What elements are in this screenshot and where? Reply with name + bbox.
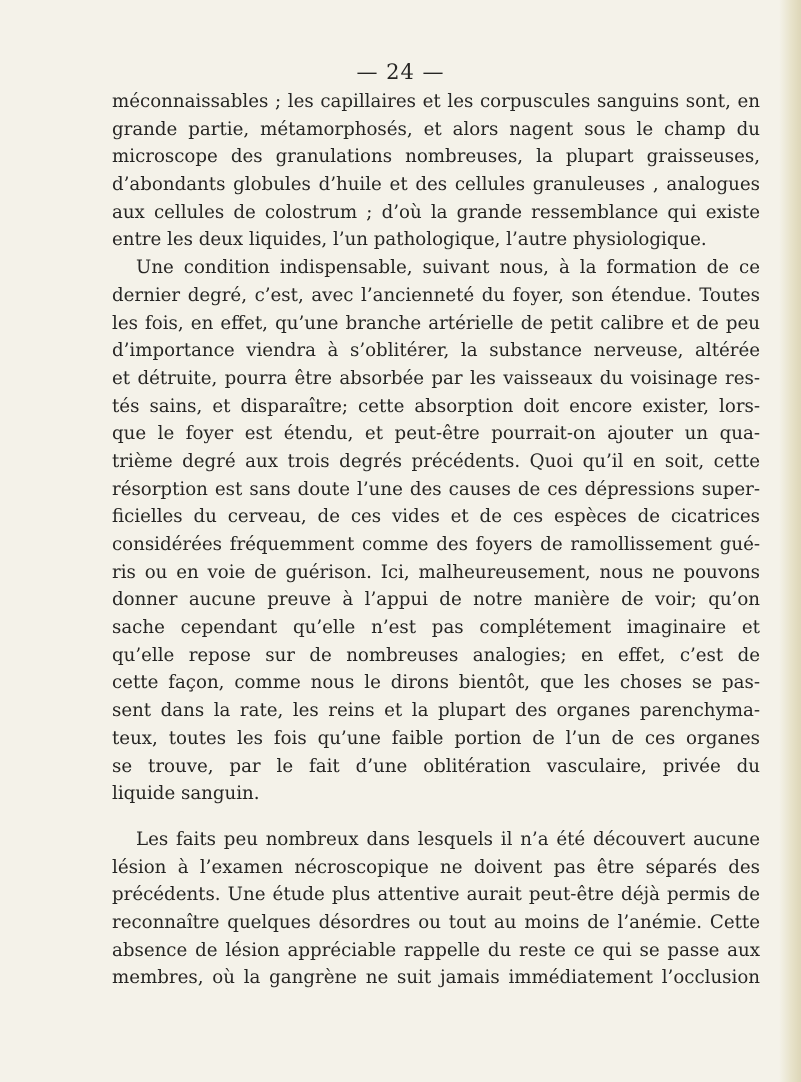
text-line: ficielles du cerveau, de ces vides et de ces espèces de cicatrices (112, 506, 760, 528)
text-line: ris ou en voie de guérison. Ici, malheureusement, nous ne pouvons (112, 561, 760, 583)
text-line: tés sains, et disparaître; cette absorption doit encore exister, lors- (112, 395, 760, 417)
text-line: d’importance viendra à s’oblitérer, la substance nerveuse, altérée (112, 340, 760, 362)
paragraph-3 (112, 826, 760, 992)
text-line: d’abondants globules d’huile et des cellules granuleuses , analogues (112, 174, 760, 196)
text-line: sache cependant qu’elle n’est pas complétement imaginaire et (112, 617, 760, 639)
text-line: Les faits peu nombreux dans lesquels il n’a été découvert aucune (136, 828, 760, 850)
body-text (112, 88, 760, 992)
text-line: aux cellules de colostrum ; d’où la grande ressemblance qui existe (112, 201, 760, 223)
paragraph-2 (112, 254, 760, 808)
text-line: reconnaître quelques désordres ou tout au moins de l’anémie. Cette (112, 911, 760, 933)
text-line: méconnaissables ; les capillaires et les corpuscules sanguins sont, en (112, 91, 760, 112)
text-line: donner aucune preuve à l’appui de notre manière de voir; qu’on (112, 589, 760, 611)
text-line: Une condition indispensable, suivant nous, à la formation de ce (136, 257, 760, 279)
paragraph-spacer (112, 808, 760, 826)
text-line: sent dans la rate, les reins et la plupart des organes parenchyma- (112, 700, 760, 722)
text-line: cette façon, comme nous le dirons bientôt, que les choses se pas- (112, 672, 760, 694)
page-number: — 24 — (356, 60, 445, 84)
text-line: membres, où la gangrène ne suit jamais immédiatement l’occlusion (112, 967, 760, 989)
text-line: absence de lésion appréciable rappelle du reste ce qui se passe aux (112, 939, 760, 961)
text-line: précédents. Une étude plus attentive aurait peut-être déjà permis de (112, 884, 760, 906)
text-line: teux, toutes les fois qu’une faible portion de l’un de ces organes (112, 727, 760, 749)
text-line: entre les deux liquides, l’un pathologique, l’autre physiologique. (112, 229, 707, 251)
text-line: lésion à l’examen nécroscopique ne doivent pas être séparés des (112, 856, 760, 878)
text-line: considérées fréquemment comme des foyers de ramollissement gué- (112, 534, 760, 555)
text-line: les fois, en effet, qu’une branche artérielle de petit calibre et de peu (112, 312, 760, 334)
text-line: trième degré aux trois degrés précédents. Quoi qu’il en soit, cette (112, 450, 760, 472)
text-line: grande partie, métamorphosés, et alors nagent sous le champ du (112, 118, 760, 140)
text-line: que le foyer est étendu, et peut-être pourrait-on ajouter un qua- (112, 423, 760, 445)
text-line: et détruite, pourra être absorbée par les vaisseaux du voisinage res- (112, 367, 760, 389)
text-line: liquide sanguin. (112, 783, 260, 805)
text-line: microscope des granulations nombreuses, la plupart graisseuses, (112, 146, 760, 168)
text-line: se trouve, par le fait d’une oblitération vasculaire, privée du (112, 755, 760, 777)
text-line: qu’elle repose sur de nombreuses analogies; en effet, c’est de (112, 644, 760, 666)
paragraph-1 (112, 88, 760, 254)
text-line: résorption est sans doute l’une des causes de ces dépressions super- (112, 478, 760, 500)
page-edge-shadow (779, 0, 801, 1082)
text-line: dernier degré, c’est, avec l’ancienneté du foyer, son étendue. Toutes (112, 284, 760, 306)
